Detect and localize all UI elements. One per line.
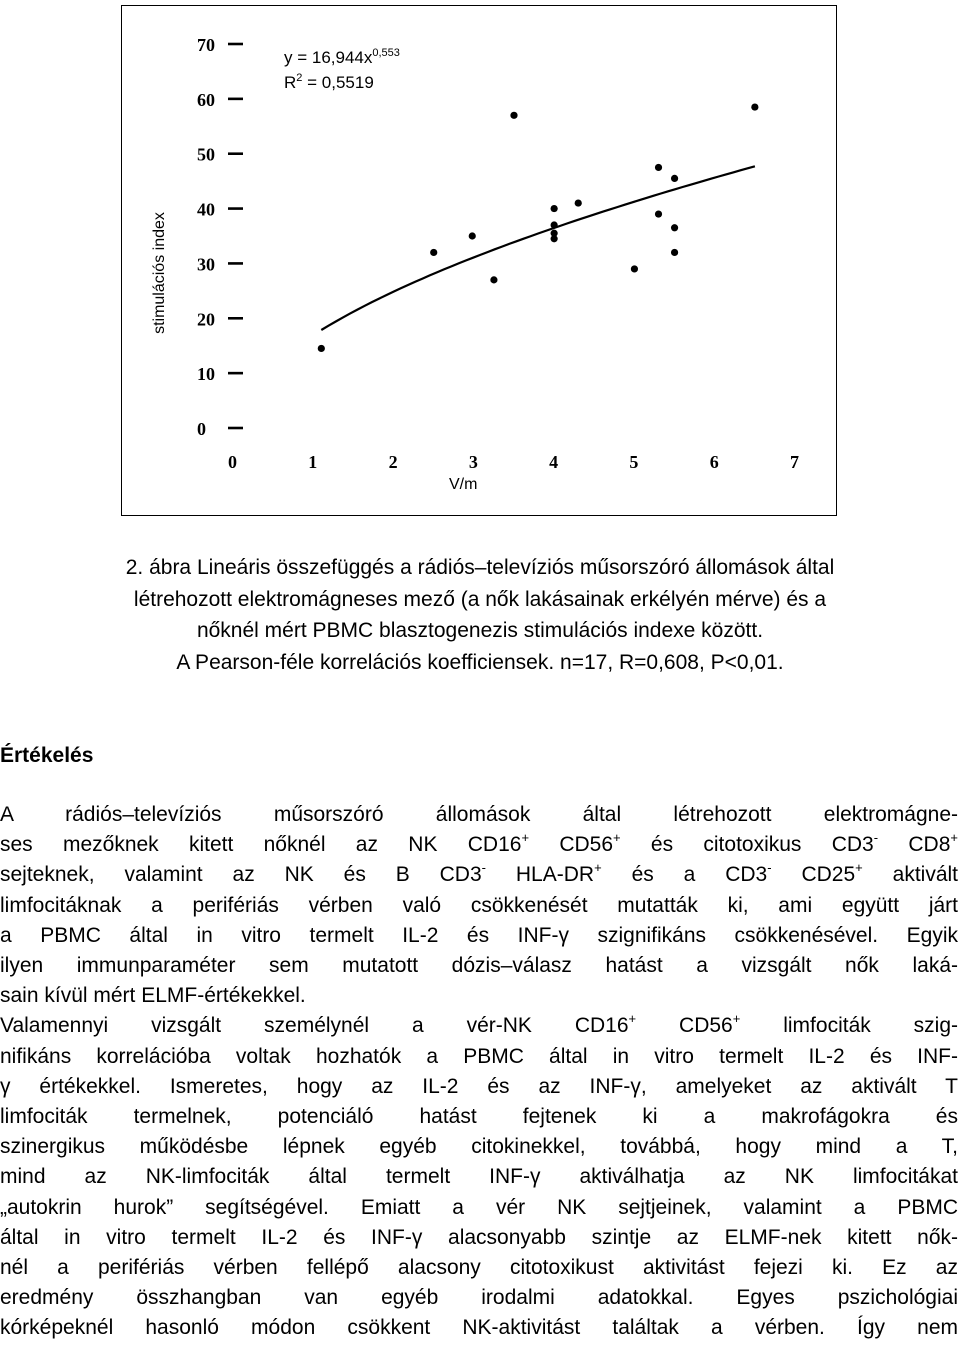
x-tick-label: 2 [388,452,398,472]
paragraph-line: nifikáns korrelációba voltak hozhatók a PBMC által in vitro termelt IL-2 és INF- [0,1044,958,1068]
chart-plot-area [122,6,838,517]
data-point [551,221,558,228]
x-tick-label: 6 [709,452,719,472]
section-heading: Értékelés [0,744,94,767]
data-point [510,112,517,119]
paragraph-line: sejteknek, valamint az NK és B CD3- HLA-DR+ és a CD3- CD25+ aktivált [0,860,959,887]
data-point [631,265,638,272]
paragraph-line: „autokrin hurok” segítségével. Emiatt a vér NK sejtjeinek, valamint a PBMC [0,1195,958,1219]
data-point [671,175,678,182]
regression-equation: $y = 16,944x^{0,553}$ [284,47,400,67]
data-point [318,345,325,352]
data-point [469,232,476,239]
y-tick-label: 0 [197,419,206,439]
data-point [671,249,678,256]
y-tick-label: 40 [197,199,215,220]
data-point [430,249,437,256]
caption-line: 2. ábra Lineáris összefüggés a rádiós–televíziós műsorszóró állomások által [125,556,835,579]
x-tick-label: 1 [308,452,318,472]
paragraph-line: limfociták termelnek, potenciáló hatást fejtenek ki a makrofágokra és [0,1105,958,1129]
y-tick-label: 30 [197,254,215,275]
y-tick-label: 20 [197,309,215,330]
paragraph-line: a PBMC által in vitro termelt IL-2 és INF-γ szignifikáns csökkenésével. Egyik [0,923,958,947]
x-tick-label: 5 [629,452,639,472]
x-tick-label: 7 [790,452,799,472]
paragraph-line: ilyen immunparaméter sem mutatott dózis–válasz hatást a vizsgált nők laká- [0,954,958,978]
y-tick-label: 50 [197,144,215,165]
data-point [551,235,558,242]
paragraph-line: által in vitro termelt IL-2 és INF-γ alacsonyabb szintje az ELMF-nek kitett nők- [0,1225,958,1249]
paragraph-line: ses mezőknek kitett nőknél az NK CD16+ CD56+ és citotoxikus CD3- CD8+ [0,830,958,857]
y-axis-label: stimulációs index [151,212,168,334]
data-point [551,205,558,212]
paragraph-line: eredmény összhangban van egyéb irodalmi adatokkal. Egyes pszichológiai [0,1286,958,1310]
data-point [751,103,758,110]
caption-line: létrehozott elektromágneses mező (a nők lakásainak erkélyén mérve) és a [133,587,827,611]
x-tick-label: 0 [228,452,237,472]
data-point [671,224,678,231]
paragraph-line: A rádiós–televíziós műsorszóró állomások által létrehozott elektromágne- [0,803,958,826]
paragraph-line: Valamennyi vizsgált személynél a vér-NK CD16+ CD56+ limfociták szig- [0,1011,958,1038]
data-point [655,164,662,171]
figure-caption [0,552,960,678]
x-axis-label: V/m [449,476,478,493]
y-tick-label: 10 [197,364,215,385]
y-tick-label: 60 [197,89,215,110]
data-point [490,276,497,283]
trendline [321,166,755,330]
x-tick-label: 4 [549,452,559,472]
data-point [655,210,662,217]
scatter-chart [121,5,837,516]
body-text [0,800,958,1344]
y-tick-label: 70 [197,35,215,55]
x-tick-label: 3 [468,452,478,472]
r-squared-label: $R^2 = 0,5519$ [284,72,374,92]
data-point [575,199,582,206]
paragraph-line: mind az NK-limfociták által termelt INF-γ aktiválhatja az NK limfocitákat [0,1165,958,1189]
paragraph-line: kórképeknél hasonló módon csökkent NK-aktivitást találtak a vérben. Így nem [0,1316,958,1340]
caption-line: A Pearson-féle korrelációs koefficiensek. n=17, R=0,608, P<0,01. [176,650,784,674]
caption-line: nőknél mért PBMC blasztogenezis stimulációs indexe között. [196,619,764,642]
paragraph-line: limfocitáknak a perifériás vérben való csökkenését mutatták ki, ami együtt járt [0,893,958,917]
paragraph-line: sain kívül mért ELMF-értékekkel. [0,984,306,1008]
paragraph-line: szinergikus működésbe lépnek egyéb citokinekkel, továbbá, hogy mind a T, [0,1135,958,1159]
paragraph-line: nél a perifériás vérben fellépő alacsony citotoxikust aktivitást fejezi ki. Ez az [0,1256,958,1280]
paragraph-line: γ értékekkel. Ismeretes, hogy az IL-2 és az INF-γ, amelyeket az aktivált T [0,1074,958,1098]
